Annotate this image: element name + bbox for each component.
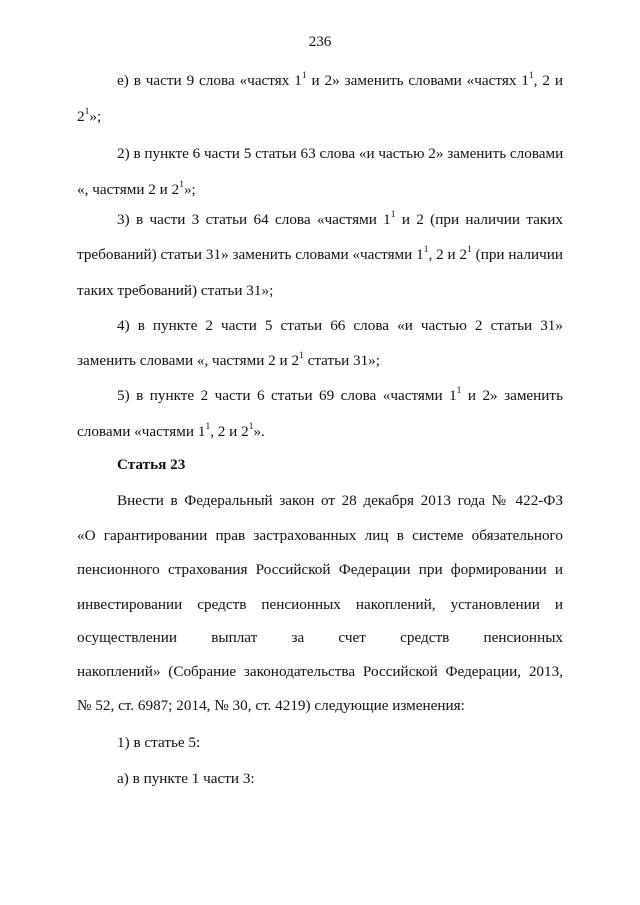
text-segment: инвестировании средств пенсионных накоплений, установлении и [77,596,563,613]
superscript: 1 [467,245,472,255]
text-segment: 2) в пункте 6 части 5 статьи 63 слова «и частью 2» заменить словами [117,145,564,162]
superscript: 1 [179,180,184,190]
text-segment: и 2 (при наличии таких [395,211,563,228]
text-segment: Статья 23 [117,456,186,473]
text-segment: и 2» заменить [461,387,563,404]
superscript: 1 [205,422,211,432]
article-heading [117,456,563,474]
text-line-21 [117,770,563,788]
text-segment: статьи 31»; [303,352,380,369]
text-segment: ». [253,423,265,440]
superscript: 1 [299,351,304,361]
text-segment: № 52, ст. 6987; 2014, № 30, ст. 4219) следующие изменения: [77,697,465,714]
text-line-11 [77,423,563,441]
text-line-13 [117,492,563,510]
text-line-10 [117,387,563,405]
superscript: 1 [423,245,429,255]
superscript: 1 [248,422,254,432]
text-line-9 [77,352,563,370]
text-line-5 [117,211,563,229]
text-line-3 [117,145,563,163]
superscript: 1 [390,210,396,220]
text-line-19 [77,697,563,715]
text-line-4 [77,181,563,199]
text-segment: Внести в Федеральный закон от 28 декабря 2013 года № 422-ФЗ [117,492,563,509]
text-segment: 2 [77,108,85,125]
text-line-6 [77,246,563,264]
superscript: 1 [84,107,90,117]
text-segment: заменить словами «, частями 2 и 2 [77,352,300,369]
text-segment: таких требований) статьи 31»; [77,282,274,299]
text-segment: , 2 и 2 [210,423,249,440]
text-segment: «О гарантировании прав застрахованных лиц в системе обязательного [77,527,563,544]
text-segment: 3) в части 3 статьи 64 слова «частями 1 [117,211,391,228]
text-segment: , 2 и 2 [428,246,468,263]
text-segment: накоплений» (Собрание законодательства Российской Федерации, 2013, [77,663,563,680]
text-segment: «, частями 2 и 2 [77,181,180,198]
text-segment: пенсионного страхования Российской Федерации при формировании и [77,561,563,578]
text-line-15 [77,561,563,579]
text-segment: е) в части 9 слова «частях 1 [117,72,302,89]
text-segment: словами «частями 1 [77,423,206,440]
text-line-2 [77,108,563,126]
text-line-20 [117,734,563,752]
page-number: 236 [308,33,332,50]
text-line-16 [77,596,563,614]
text-segment: (при наличии [471,246,563,263]
text-line-14 [77,527,563,545]
text-line-18 [77,663,563,681]
text-segment: »; [183,181,196,198]
text-segment: , 2 и [533,72,563,89]
text-line-7 [77,282,563,300]
text-segment: и 2» заменить словами «частях 1 [306,72,529,89]
text-segment: 4) в пункте 2 части 5 статьи 66 слова «и частью 2 статьи 31» [117,317,563,334]
text-segment: требований) статьи 31» заменить словами «частями 1 [77,246,424,263]
text-segment: 1) в статье 5: [117,734,201,751]
text-segment: »; [89,108,102,125]
text-segment: 5) в пункте 2 части 6 статьи 69 слова «частями 1 [117,387,457,404]
text-segment: осуществлении выплат за счет средств пенсионных [77,629,563,646]
superscript: 1 [528,71,534,81]
text-line-8 [117,317,563,335]
text-segment: а) в пункте 1 части 3: [117,770,255,787]
superscript: 1 [301,71,307,81]
superscript: 1 [456,386,462,396]
text-line-1 [117,72,563,90]
text-line-17 [77,629,563,647]
